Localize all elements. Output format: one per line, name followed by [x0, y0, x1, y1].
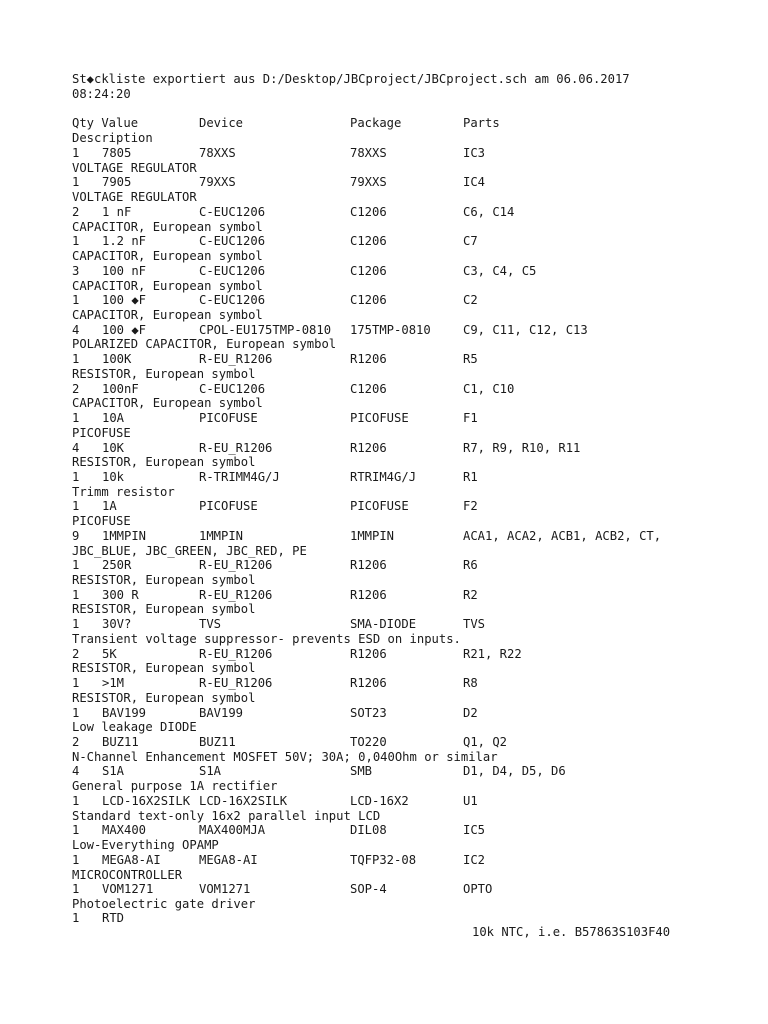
- item-parts: OPTO: [463, 882, 493, 897]
- item-device: R-EU_R1206: [199, 440, 273, 455]
- item-value: RTD: [102, 911, 125, 925]
- item-description: Low-Everything OPAMP: [72, 838, 219, 853]
- item-value: LCD-16X2SILK: [102, 793, 191, 808]
- export-header-line-1: St◆ckliste exportiert aus D:/Desktop/JBCproject/JBCproject.sch am 06.06.2017: [72, 72, 630, 86]
- item-qty: 1: [72, 175, 80, 190]
- item-parts: C7: [463, 234, 478, 249]
- item-value: 300 R: [102, 587, 139, 602]
- item-qty: 1: [72, 617, 80, 632]
- item-qty: 2: [72, 204, 80, 219]
- item-package: R1206: [350, 440, 387, 455]
- item-parts: ACA1, ACA2, ACB1, ACB2, CT,: [463, 528, 662, 543]
- item-package: C1206: [350, 381, 387, 396]
- item-device: VOM1271: [199, 882, 251, 897]
- item-qty: 3: [72, 263, 80, 278]
- item-device: PICOFUSE: [199, 499, 258, 514]
- item-value: 100K: [102, 352, 132, 367]
- item-parts: TVS: [463, 617, 486, 632]
- item-package: 78XXS: [350, 146, 387, 160]
- item-device: BAV199: [199, 705, 244, 720]
- item-parts: R8: [463, 676, 478, 691]
- item-description: RESISTOR, European symbol: [72, 573, 256, 587]
- item-package: R1206: [350, 352, 387, 367]
- item-qty: 1: [72, 499, 80, 514]
- item-parts: IC5: [463, 823, 486, 838]
- item-description: POLARIZED CAPACITOR, European symbol: [72, 337, 337, 352]
- item-package: R1206: [350, 646, 387, 661]
- item-value: 30V?: [102, 617, 132, 632]
- item-description: CAPACITOR, European symbol: [72, 249, 263, 264]
- item-parts: C1, C10: [463, 381, 515, 396]
- item-qty: 1: [72, 852, 80, 867]
- item-value: 1A: [102, 499, 117, 514]
- item-package: TO220: [350, 735, 387, 749]
- item-description: RESISTOR, European symbol: [72, 661, 256, 676]
- item-value: MAX400: [102, 823, 147, 838]
- item-description: RESISTOR, European symbol: [72, 602, 256, 617]
- item-qty: 4: [72, 440, 80, 455]
- item-value: 100 ◆F: [102, 322, 147, 337]
- item-device: CPOL-EU175TMP-0810: [199, 322, 332, 337]
- column-header-qty-value: Qty Value: [72, 116, 139, 130]
- item-device: R-EU_R1206: [199, 587, 273, 602]
- last-item-description: 10k NTC, i.e. B57863S103F40: [472, 925, 671, 939]
- item-parts: F2: [463, 499, 478, 514]
- item-parts: D2: [463, 705, 478, 720]
- item-device: BUZ11: [199, 735, 236, 749]
- item-parts: C9, C11, C12, C13: [463, 322, 588, 337]
- item-value: 100nF: [102, 381, 139, 396]
- item-package: SMA-DIODE: [350, 617, 417, 632]
- last-item-row: [72, 911, 125, 967]
- item-parts: IC3: [463, 146, 486, 160]
- item-parts: Q1, Q2: [463, 735, 508, 749]
- item-device: MEGA8-AI: [199, 852, 258, 867]
- item-device: 79XXS: [199, 175, 236, 190]
- item-parts: D1, D4, D5, D6: [463, 764, 566, 779]
- item-value: 100 nF: [102, 263, 147, 278]
- item-description: Transient voltage suppressor- prevents ESD on inputs.: [72, 631, 461, 646]
- item-qty: 1: [72, 411, 80, 426]
- item-qty: 1: [72, 558, 80, 573]
- item-device: R-EU_R1206: [199, 646, 273, 661]
- item-value: 250R: [102, 558, 132, 573]
- item-value: >1M: [102, 676, 125, 691]
- item-description: General purpose 1A rectifier: [72, 779, 278, 794]
- item-package: C1206: [350, 234, 387, 249]
- item-device: C-EUC1206: [199, 381, 266, 396]
- item-package: C1206: [350, 204, 387, 219]
- item-package: PICOFUSE: [350, 411, 409, 426]
- item-parts: U1: [463, 793, 478, 808]
- item-package: SOP-4: [350, 882, 387, 897]
- item-description: VOLTAGE REGULATOR: [72, 190, 197, 205]
- item-value: 10A: [102, 411, 125, 426]
- item-description: Low leakage DIODE: [72, 720, 197, 735]
- item-qty: 1: [72, 676, 80, 691]
- item-device: S1A: [199, 764, 222, 779]
- item-description: RESISTOR, European symbol: [72, 690, 256, 705]
- item-parts: C2: [463, 293, 478, 308]
- item-package: R1206: [350, 558, 387, 573]
- item-value: BUZ11: [102, 735, 139, 749]
- item-package: C1206: [350, 293, 387, 308]
- item-value: MEGA8-AI: [102, 852, 161, 867]
- item-device: R-EU_R1206: [199, 352, 273, 367]
- item-qty: 4: [72, 764, 80, 779]
- item-description: MICROCONTROLLER: [72, 867, 183, 882]
- item-device: C-EUC1206: [199, 293, 266, 308]
- item-qty: 1: [72, 823, 80, 838]
- item-parts: C3, C4, C5: [463, 263, 537, 278]
- item-device: R-TRIMM4G/J: [199, 469, 280, 484]
- item-qty: 1: [72, 352, 80, 367]
- item-package: PICOFUSE: [350, 499, 409, 514]
- item-qty: 1: [72, 882, 80, 897]
- item-value: 10K: [102, 440, 125, 455]
- item-device: C-EUC1206: [199, 263, 266, 278]
- item-qty: 1: [72, 911, 80, 925]
- item-device: PICOFUSE: [199, 411, 258, 426]
- item-device: R-EU_R1206: [199, 676, 273, 691]
- item-parts: R5: [463, 352, 478, 367]
- item-description: RESISTOR, European symbol: [72, 366, 256, 381]
- item-qty: 2: [72, 381, 80, 396]
- item-device: R-EU_R1206: [199, 558, 273, 573]
- item-package: TQFP32-08: [350, 852, 417, 867]
- item-qty: 1: [72, 587, 80, 602]
- item-parts: F1: [463, 411, 478, 426]
- item-parts: R7, R9, R10, R11: [463, 440, 581, 455]
- item-parts: IC4: [463, 175, 486, 190]
- item-parts: R21, R22: [463, 646, 522, 661]
- item-value: 1MMPIN: [102, 528, 147, 543]
- item-value: VOM1271: [102, 882, 154, 897]
- item-value: 1.2 nF: [102, 234, 147, 249]
- item-qty: 1: [72, 705, 80, 720]
- item-parts: C6, C14: [463, 204, 515, 219]
- item-package: LCD-16X2: [350, 793, 409, 808]
- item-parts: R6: [463, 558, 478, 573]
- item-qty: 4: [72, 322, 80, 337]
- item-description: Trimm resistor: [72, 484, 175, 499]
- item-value: 10k: [102, 469, 125, 484]
- item-description: PICOFUSE: [72, 425, 131, 440]
- column-header-package: Package: [350, 116, 402, 130]
- item-qty: 1: [72, 469, 80, 484]
- item-value: 7805: [102, 146, 132, 160]
- item-package: R1206: [350, 587, 387, 602]
- item-device: C-EUC1206: [199, 204, 266, 219]
- item-description: JBC_BLUE, JBC_GREEN, JBC_RED, PE: [72, 543, 307, 558]
- item-description: CAPACITOR, European symbol: [72, 278, 263, 293]
- item-package: 175TMP-0810: [350, 322, 431, 337]
- item-description: CAPACITOR, European symbol: [72, 307, 263, 322]
- item-value: S1A: [102, 764, 125, 779]
- item-description: CAPACITOR, European symbol: [72, 396, 263, 411]
- item-device: C-EUC1206: [199, 234, 266, 249]
- item-device: TVS: [199, 617, 222, 632]
- item-value: 1 nF: [102, 204, 132, 219]
- item-device: LCD-16X2SILK: [199, 793, 288, 808]
- item-device: 78XXS: [199, 146, 236, 160]
- item-package: SOT23: [350, 705, 387, 720]
- item-qty: 1: [72, 293, 80, 308]
- item-description: CAPACITOR, European symbol: [72, 219, 263, 234]
- item-value: 5K: [102, 646, 117, 661]
- item-description: PICOFUSE: [72, 514, 131, 529]
- item-qty: 1: [72, 234, 80, 249]
- item-description: Photoelectric gate driver: [72, 896, 256, 911]
- item-device: 1MMPIN: [199, 528, 244, 543]
- item-value: 100 ◆F: [102, 293, 147, 308]
- item-qty: 9: [72, 528, 80, 543]
- item-package: RTRIM4G/J: [350, 469, 417, 484]
- item-value: BAV199: [102, 705, 147, 720]
- item-parts: R2: [463, 587, 478, 602]
- item-qty: 1: [72, 146, 80, 160]
- column-header-parts: Parts: [463, 116, 500, 130]
- column-header-description: Description: [72, 131, 153, 145]
- item-description: Standard text-only 16x2 parallel input LCD: [72, 808, 381, 823]
- item-package: 79XXS: [350, 175, 387, 190]
- item-device: MAX400MJA: [199, 823, 266, 838]
- item-description: RESISTOR, European symbol: [72, 455, 256, 470]
- item-value: 7905: [102, 175, 132, 190]
- item-parts: R1: [463, 469, 478, 484]
- item-qty: 2: [72, 646, 80, 661]
- column-header-device: Device: [199, 116, 244, 130]
- item-qty: 2: [72, 735, 80, 749]
- export-header-line-2: 08:24:20: [72, 87, 131, 101]
- item-package: R1206: [350, 676, 387, 691]
- item-description: VOLTAGE REGULATOR: [72, 160, 197, 175]
- item-parts: IC2: [463, 852, 486, 867]
- item-package: C1206: [350, 263, 387, 278]
- item-qty: 1: [72, 793, 80, 808]
- item-package: 1MMPIN: [350, 528, 395, 543]
- item-description: N-Channel Enhancement MOSFET 50V; 30A; 0,040Ohm or similar: [72, 749, 498, 764]
- item-package: SMB: [350, 764, 373, 779]
- item-package: DIL08: [350, 823, 387, 838]
